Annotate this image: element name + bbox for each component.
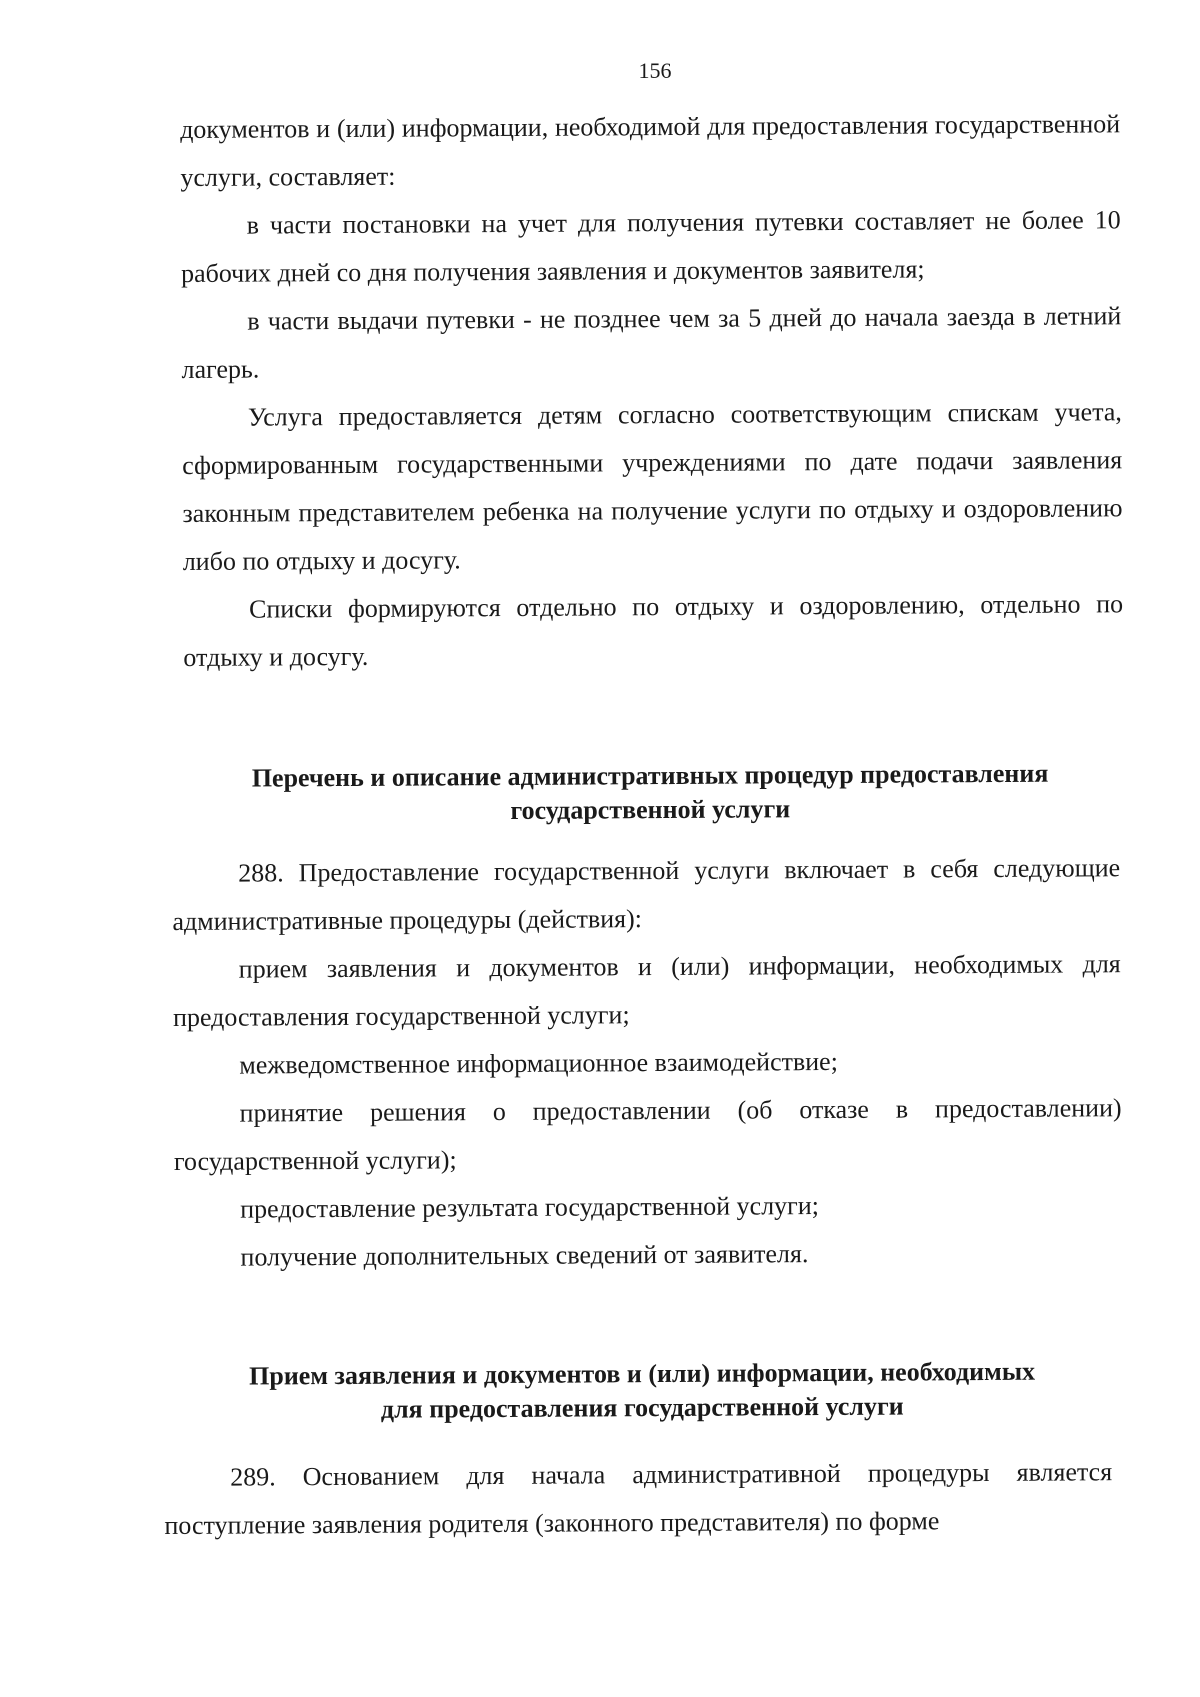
page-number: 156 [638,58,672,83]
heading-line: Перечень и описание административных процедур предоставления [251,758,1049,793]
paragraph: 289. Основанием для начала административной процедуры является поступление заявления родителя (законного представителя) по форме [164,1457,1113,1540]
heading-line: для предоставления государственной услуги [380,1391,904,1424]
paragraph: получение дополнительных сведений от заявителя. [240,1239,809,1272]
heading-line: государственной услуги [510,794,791,825]
text-block-middle [172,844,1123,1282]
paragraph: документов и (или) информации, необходимой для предоставления государственной услуги, составляет: [180,109,1121,192]
section-heading-application [172,1354,1112,1428]
section-heading-procedures [180,756,1120,830]
text-block-top [180,100,1124,682]
text-block-bottom [164,1448,1113,1550]
paragraph: 288. Предоставление государственной услуги включает в себя следующие административные процедуры (действия): [172,853,1121,936]
heading-line: Прием заявления и документов и (или) информации, необходимых [248,1356,1036,1391]
paragraph: принятие решения о предоставлении (об отказе в предоставлении) государственной услуги); [173,1093,1122,1176]
paragraph: Услуга предоставляется детям согласно соответствующим спискам учета, сформированным государственными учреждениями по дате подачи заявления законным представителем ребенка на получение услуги по отдыху и оздоровлению либо по отдыху и досугу. [182,397,1123,576]
paragraph: в части выдачи путевки - не позднее чем за 5 дней до начала заезда в летний лагерь. [181,301,1122,384]
paragraph: предоставление результата государственной услуги; [240,1191,820,1224]
paragraph: Списки формируются отдельно по отдыху и оздоровлению, отдельно по отдыху и досугу. [183,589,1124,672]
paragraph: межведомственное информационное взаимодействие; [239,1046,838,1080]
paragraph: прием заявления и документов и (или) информации, необходимых для предоставления государственной услуги; [172,949,1121,1032]
paragraph: в части постановки на учет для получения путевки составляет не более 10 рабочих дней со дня получения заявления и документов заявителя; [180,205,1121,288]
